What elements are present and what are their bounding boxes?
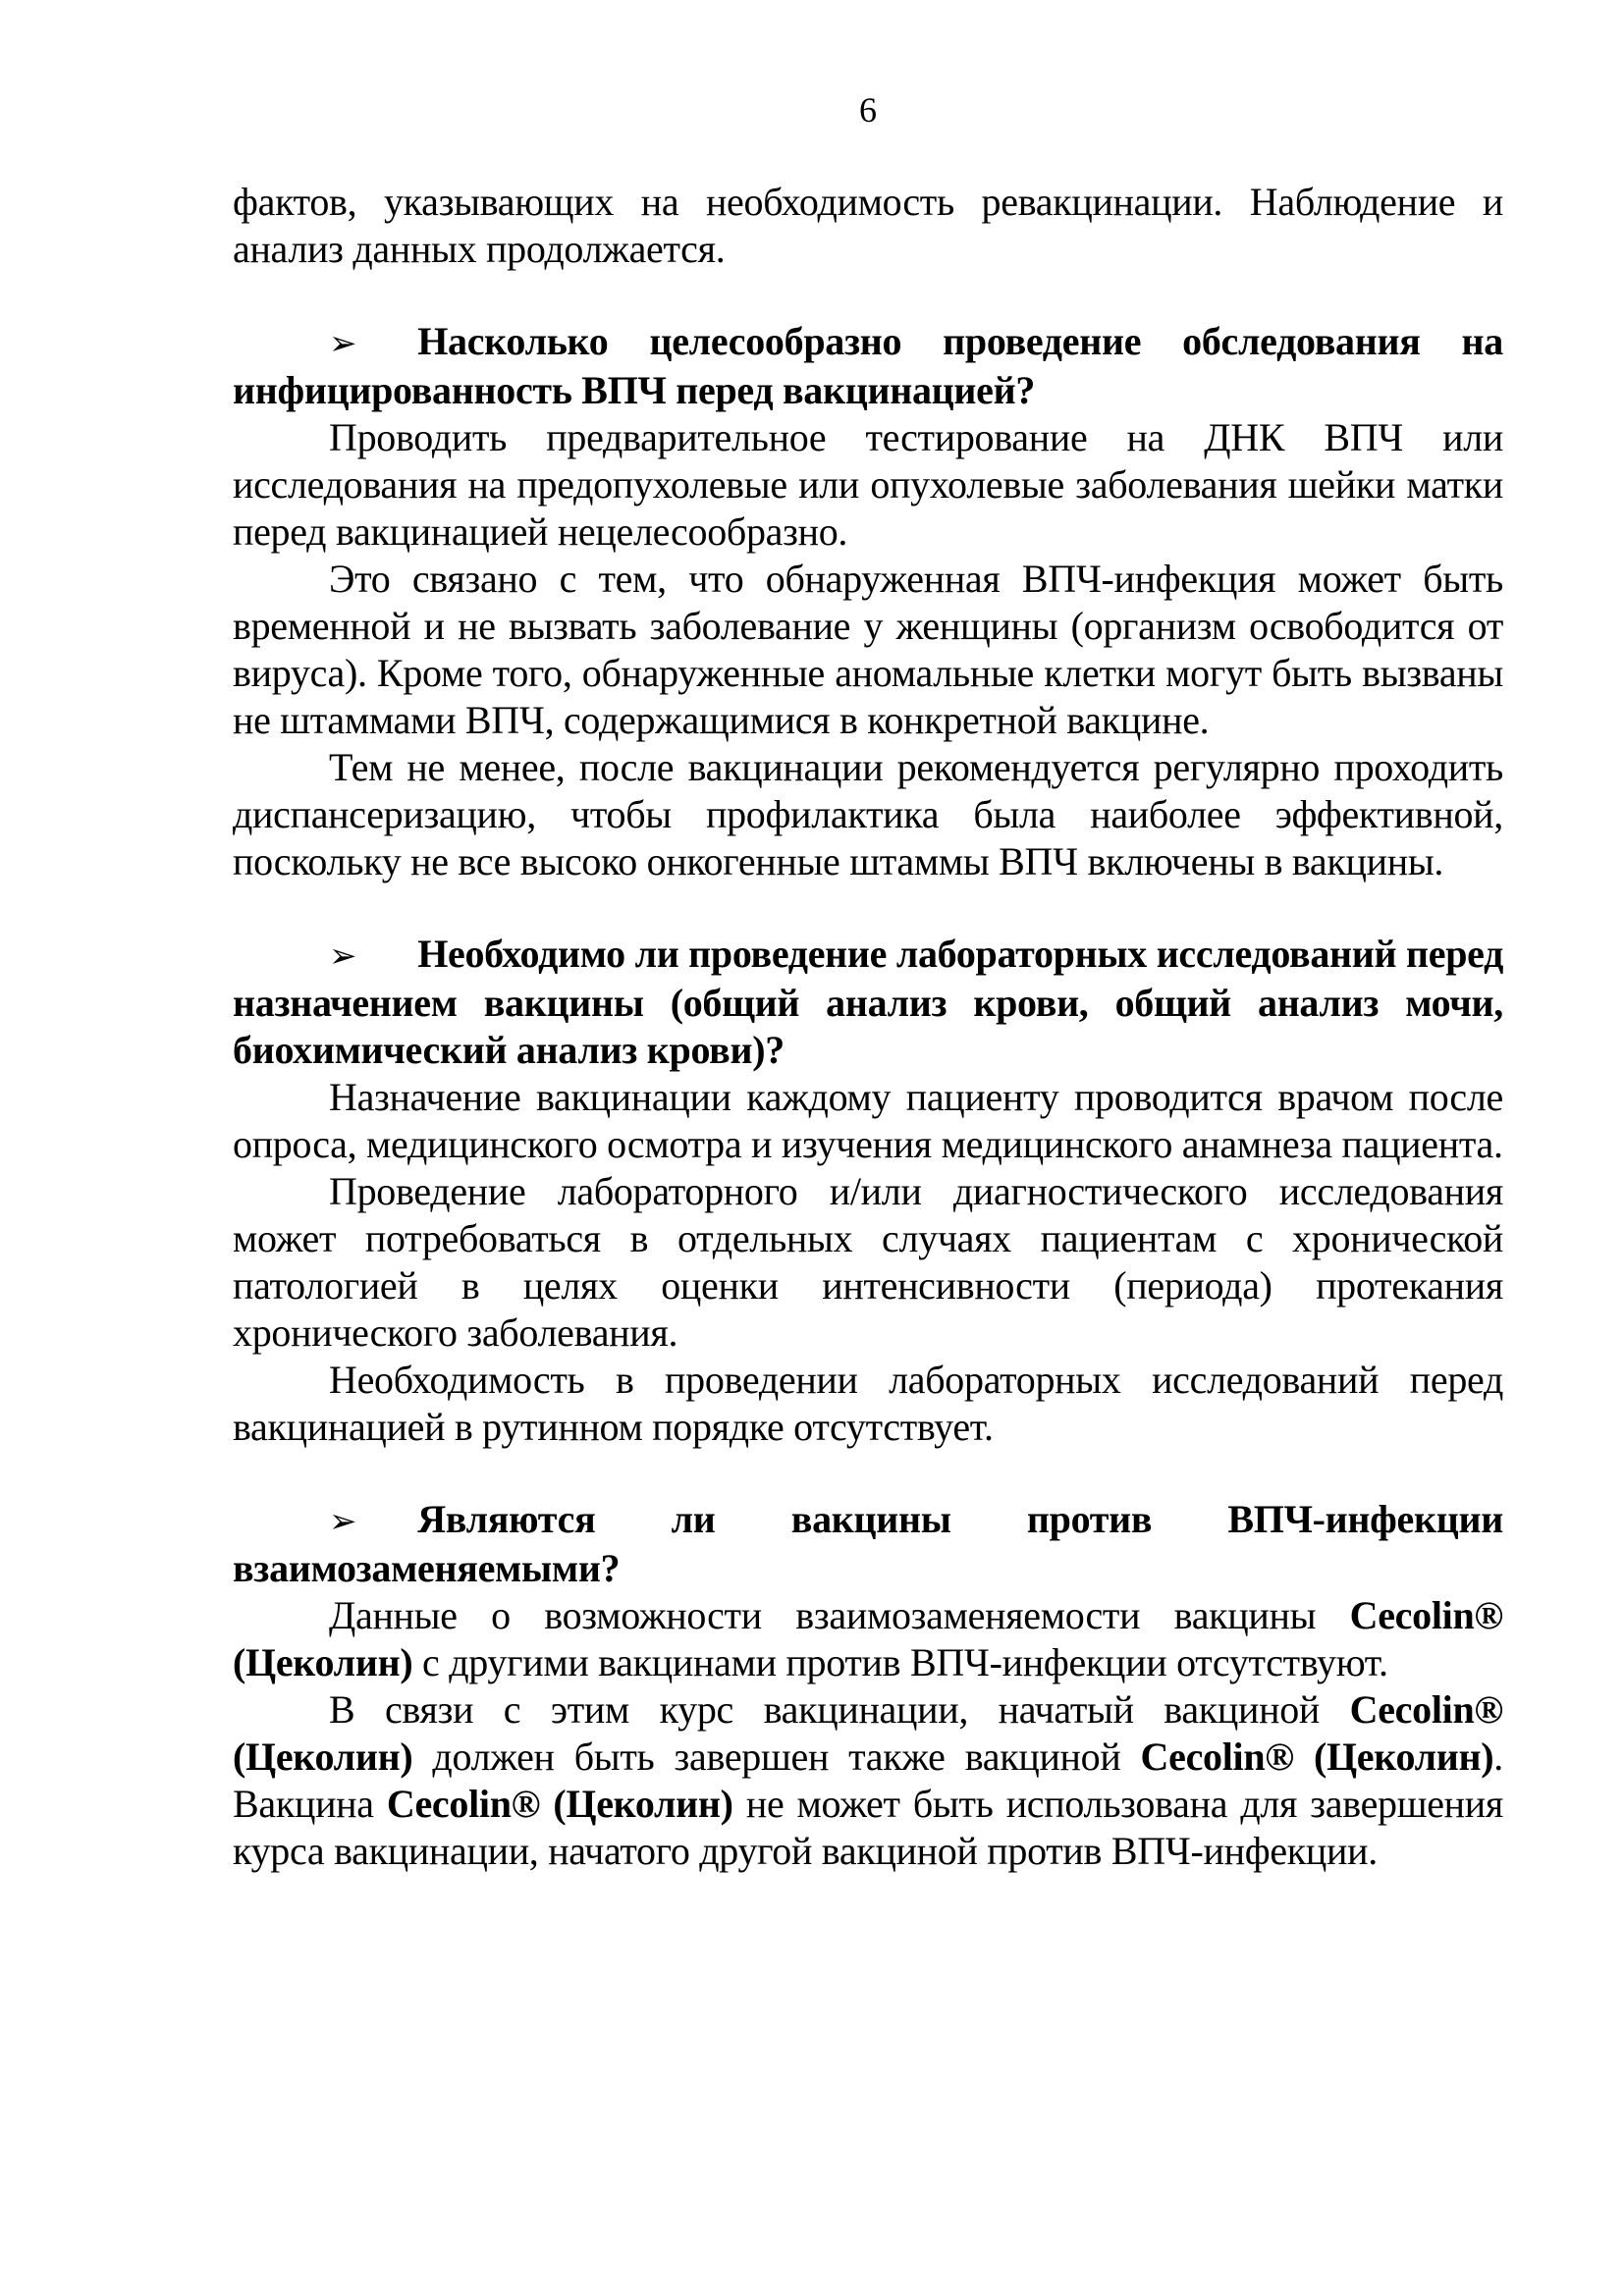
vaccine-brand-name: Cecolin® (Цеколин) [233, 1593, 1503, 1684]
text-run: не может быть использована для завершения курса вакцинации, начатого другой вакциной против ВПЧ-инфекции. [233, 1782, 1503, 1873]
text-run: Насколько целесообразно проведение обследования на инфицированность ВПЧ перед вакцинацией? [233, 319, 1503, 412]
paragraph [233, 556, 1503, 744]
text-run: Проводить предварительное тестирование на ДНК ВПЧ или исследования на предопухолевые или опухолевые заболевания шейки матки перед вакцинацией нецелесообразно. [233, 415, 1503, 554]
section-heading [233, 1496, 1503, 1592]
page-number: 6 [859, 90, 877, 130]
text-run: Данные о возможности взаимозаменяемости вакцины [329, 1593, 1350, 1637]
text-run: Это связано с тем, что обнаруженная ВПЧ-инфекция может быть временной и не вызвать заболевание у женщины (организм освободится от вируса). Кроме того, обнаруженные аномальные клетки могут быть вызваны не штаммами ВПЧ, содержащимися в конкретной вакцине. [233, 557, 1503, 742]
paragraph [233, 414, 1503, 556]
paragraph [233, 1074, 1503, 1168]
text-run: должен быть завершен также вакциной [412, 1735, 1141, 1779]
section-heading [233, 318, 1503, 414]
paragraph [233, 744, 1503, 885]
section-heading [233, 931, 1503, 1074]
text-run: Необходимость в проведении лабораторных исследований перед вакцинацией в рутинном порядке отсутствует. [233, 1358, 1503, 1449]
text-run: . Вакцина [233, 1735, 1503, 1826]
arrow-bullet-icon: ➢ [329, 324, 357, 363]
paragraph [233, 1686, 1503, 1875]
text-run: В связи с этим курс вакцинации, начатый вакциной [329, 1687, 1350, 1732]
text-run: Назначение вакцинации каждому пациенту проводится врачом после опроса, медицинского осмотра и изучения медицинского анамнеза пациента. [233, 1075, 1503, 1166]
paragraph [233, 1168, 1503, 1357]
document-body [233, 179, 1503, 1875]
text-run: фактов, указывающих на необходимость ревакцинации. Наблюдение и анализ данных продолжается. [233, 180, 1503, 271]
arrow-bullet-icon: ➢ [329, 936, 357, 976]
vaccine-brand-name: Cecolin® (Цеколин) [386, 1782, 733, 1826]
arrow-bullet-icon: ➢ [329, 1502, 357, 1541]
paragraph [233, 1592, 1503, 1686]
text-run: Тем не менее, после вакцинации рекомендуется регулярно проходить диспансеризацию, чтобы профилактика была наиболее эффективной, поскольку не все высоко онкогенные штаммы ВПЧ включены в вакцины. [233, 745, 1503, 883]
text-run: Необходимо ли проведение лабораторных исследований перед назначением вакцины (общий анализ крови, общий анализ мочи, биохимический анализ крови)? [233, 932, 1504, 1072]
vaccine-brand-name: Cecolin® (Цеколин) [1140, 1735, 1494, 1779]
paragraph [233, 179, 1503, 273]
text-run: Являются ли вакцины против ВПЧ-инфекции взаимозаменяемыми? [233, 1497, 1503, 1590]
paragraph [233, 1357, 1503, 1451]
text-run: Проведение лабораторного и/или диагностического исследования может потребоваться в отдельных случаях пациентам с хронической патологией в целях оценки интенсивности (периода) протекания хронического заболевания. [233, 1169, 1503, 1355]
vaccine-brand-name: Cecolin® (Цеколин) [233, 1687, 1503, 1779]
text-run: с другими вакцинами против ВПЧ-инфекции отсутствуют. [412, 1640, 1388, 1684]
